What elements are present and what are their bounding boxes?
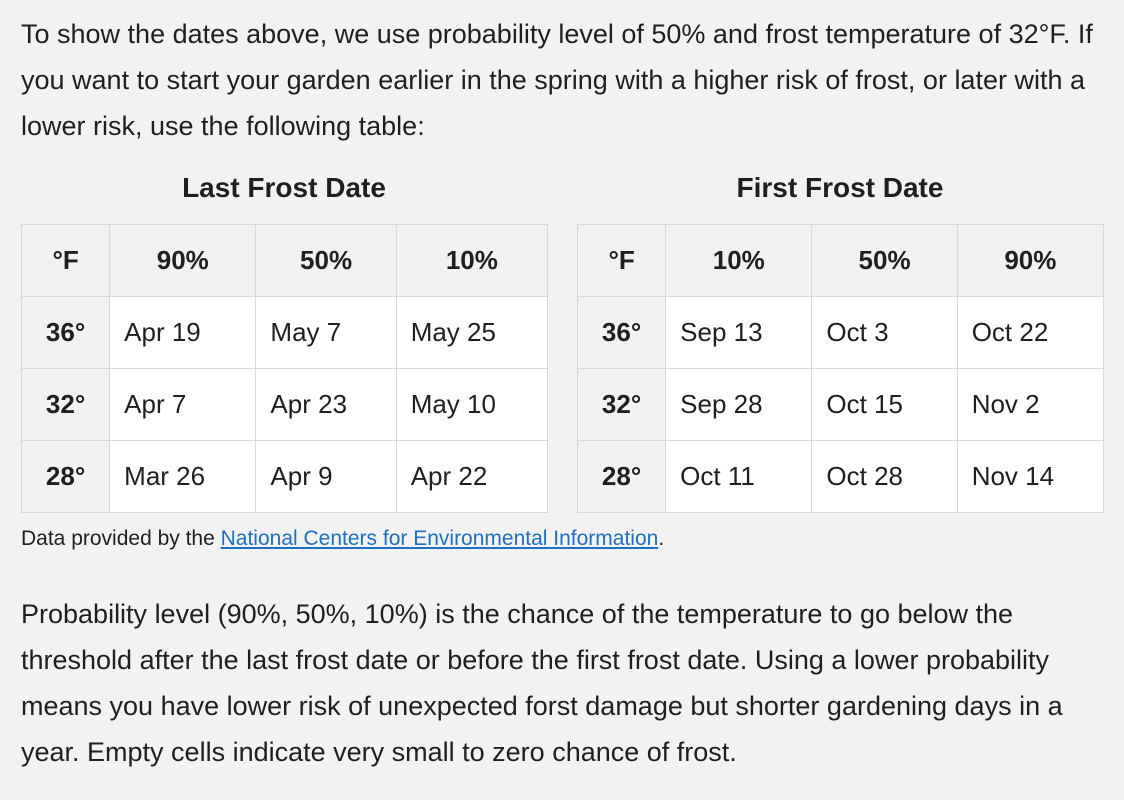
last-frost-header-row <box>22 225 548 297</box>
last-frost-table-block <box>21 163 547 513</box>
first-frost-title: First Frost Date <box>736 172 944 203</box>
table-row <box>578 441 1104 513</box>
first-frost-table <box>577 224 1104 513</box>
date-cell: May 25 <box>396 297 547 369</box>
column-header-temp: °F <box>22 225 110 297</box>
credit-prefix: Data provided by the <box>21 527 221 550</box>
ncei-link[interactable]: National Centers for Environmental Information <box>220 527 659 550</box>
date-cell: Oct 11 <box>666 441 812 513</box>
temp-cell: 32° <box>578 369 666 441</box>
temp-cell: 28° <box>578 441 666 513</box>
column-header-temp: °F <box>578 225 666 297</box>
table-row <box>22 441 548 513</box>
column-header-prob: 50% <box>812 225 957 297</box>
date-cell: Mar 26 <box>110 441 256 513</box>
table-row <box>22 369 548 441</box>
table-row <box>578 297 1104 369</box>
credit-suffix: . <box>658 527 665 550</box>
date-cell: Apr 19 <box>110 297 256 369</box>
date-cell: Apr 7 <box>110 369 256 441</box>
temp-cell: 28° <box>22 441 110 513</box>
temp-cell: 36° <box>578 297 666 369</box>
first-frost-table-block <box>577 163 1103 513</box>
date-cell: May 7 <box>256 297 396 369</box>
column-header-prob: 10% <box>666 225 812 297</box>
table-row <box>578 369 1104 441</box>
intro-paragraph: To show the dates above, we use probability level of 50% and frost temperature of 32°F. If you want to start your garden earlier in the spring with a higher risk of frost, or later with a lower risk, use the following table: <box>21 19 1093 141</box>
date-cell: Apr 23 <box>256 369 396 441</box>
date-cell: Oct 15 <box>812 369 957 441</box>
column-header-prob: 90% <box>957 225 1103 297</box>
column-header-prob: 90% <box>110 225 256 297</box>
date-cell: Nov 14 <box>957 441 1103 513</box>
date-cell: Oct 22 <box>957 297 1103 369</box>
table-row <box>22 297 548 369</box>
date-cell: Apr 9 <box>256 441 396 513</box>
last-frost-title: Last Frost Date <box>182 172 386 203</box>
date-cell: Sep 13 <box>666 297 812 369</box>
date-cell: Nov 2 <box>957 369 1103 441</box>
data-credit <box>21 524 664 554</box>
temp-cell: 36° <box>22 297 110 369</box>
first-frost-header-row <box>578 225 1104 297</box>
frost-tables <box>21 163 1104 523</box>
date-cell: Oct 28 <box>812 441 957 513</box>
last-frost-table <box>21 224 548 513</box>
date-cell: Oct 3 <box>812 297 957 369</box>
date-cell: Apr 22 <box>396 441 547 513</box>
explanation-paragraph: Probability level (90%, 50%, 10%) is the chance of the temperature to go below the threshold after the last frost date or before the first frost date. Using a lower probability means you have lower risk of unexpected forst damage but shorter gardening days in a year. Empty cells indicate very small to zero chance of frost. <box>21 599 1063 767</box>
date-cell: Sep 28 <box>666 369 812 441</box>
column-header-prob: 10% <box>396 225 547 297</box>
temp-cell: 32° <box>22 369 110 441</box>
column-header-prob: 50% <box>256 225 396 297</box>
date-cell: May 10 <box>396 369 547 441</box>
